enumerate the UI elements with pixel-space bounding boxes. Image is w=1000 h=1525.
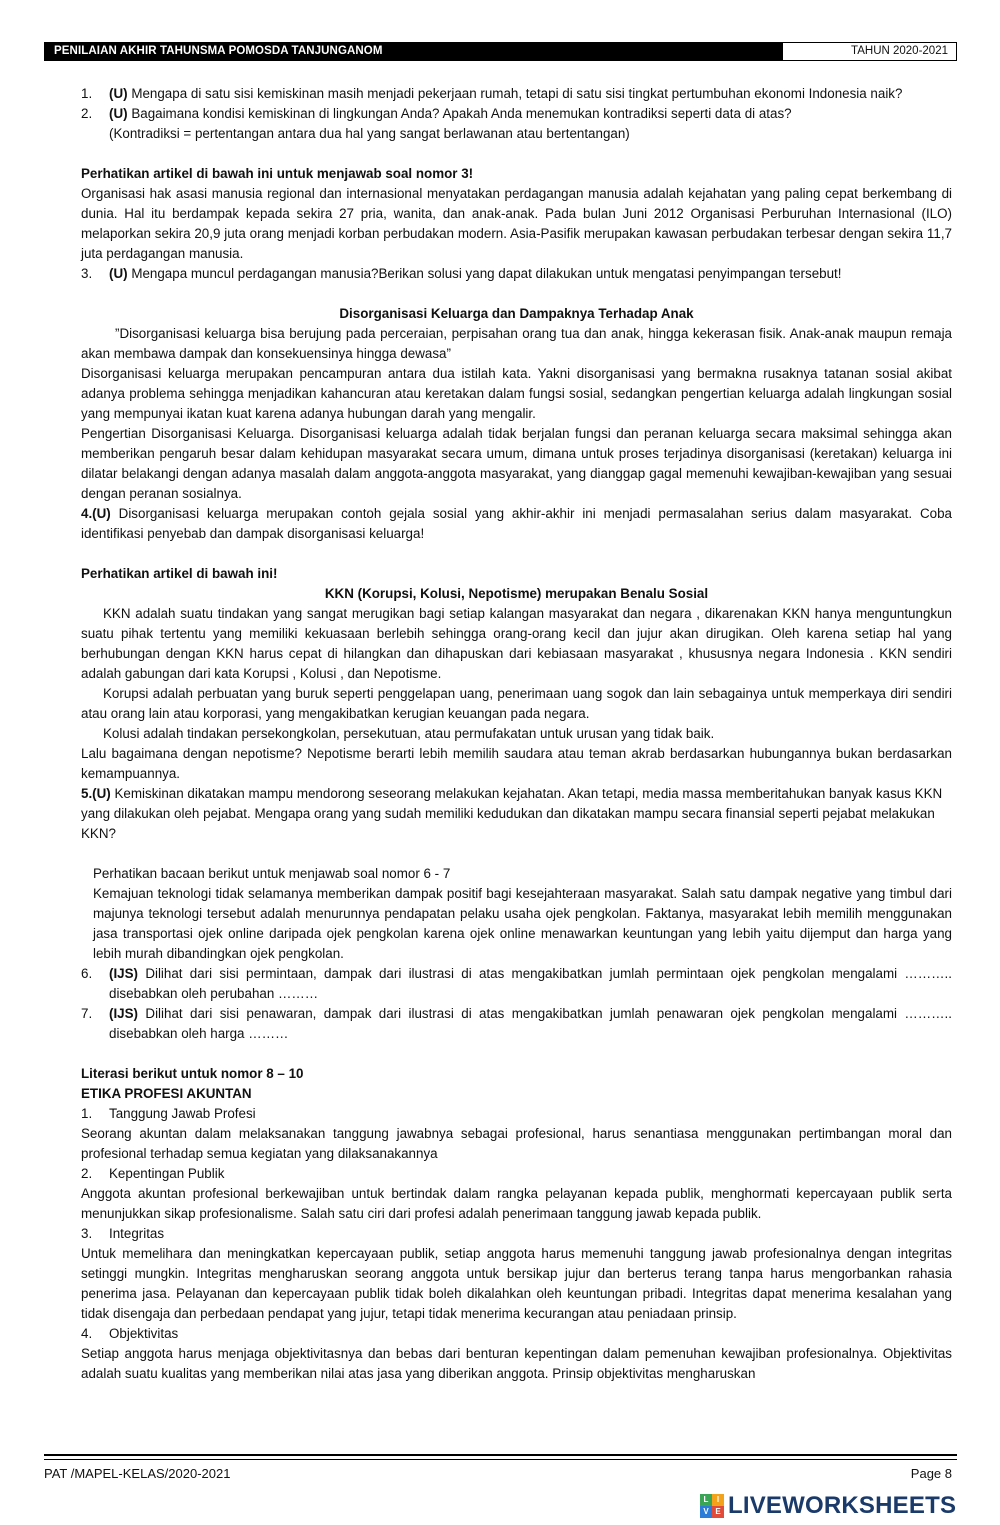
question-text: Mengapa di satu sisi kemiskinan masih menjadi pekerjaan rumah, tetapi di satu sisi tingkat pertumbuhan ekonomi Indonesia naik? [127,86,903,101]
article-paragraph: Organisasi hak asasi manusia regional dan internasional menyatakan perdagangan manusia adalah kejahatan yang paling cepat berkembang di dunia. Hal itu berdampak kepada sekira 27 pria, wanita, dan anak-anak. Pada bulan Juni 2012 Organisasi Perburuhan Internasional (ILO) melaporkan sekira 20,9 juta orang menjadi korban perbudakan modern. Asia-Pasifik merupakan kawasan perbudakan terbesar dengan sekira 11,7 juta perdagangan manusia. [81,186,952,261]
article-paragraph: Setiap anggota harus menjaga objektivitasnya dan bebas dari benturan kepentingan dalam pemenuhan kewajiban profesionalnya. Objektivitas adalah suatu kualitas yang memberikan nilai atas jasa yang diberikan anggota. Prinsip objektivitas mengharuskan [81,1346,952,1381]
logo-tile: E [712,1506,724,1518]
page-number: Page 8 [910,1466,952,1481]
document-body [81,84,952,1384]
question-number: 1. [81,86,93,101]
article-paragraph: Korupsi adalah perbuatan yang buruk seperti penggelapan uang, penerimaan uang sogok dan lain sebagainya untuk memperkaya diri sendiri atau orang lain atau korporasi, yang mengakibatkan kerugian keuangan pada negara. [81,686,952,721]
footer-rule [44,1454,957,1456]
article-paragraph: Kolusi adalah tindakan persekongkolan, persekutuan, atau permufakatan untuk urusan yang tidak baik. [103,726,715,741]
article-paragraph: Lalu bagaimana dengan nepotisme? Nepotisme berarti lebih memilih saudara atau teman akrab berdasarkan hubungannya bukan berdasarkan kemampuannya. [81,746,952,781]
header-year: TAHUN 2020-2021 [782,42,957,61]
question-6 [81,964,952,1004]
question-note: (Kontradiksi = pertentangan antara dua hal yang sangat berlawanan atau bertentangan) [109,126,630,141]
question-3 [81,264,952,284]
question-text: Bagaimana kondisi kemiskinan di lingkungan Anda? Apakah Anda menemukan kontradiksi seperti data di atas? [127,106,792,121]
section-heading: Literasi berikut untuk nomor 8 – 10 [81,1066,304,1081]
article-paragraph: Disorganisasi keluarga merupakan pencampuran antara dua istilah kata. Yakni disorganisasi yang bermakna rusaknya tatanan sosial akibat adanya problema sehingga menjadikan kahancuran atau keretakan dalam fungsi sosial, sedangkan pengertian keluarga adalah lingkungan sosial yang mempunyai ikatan kuat karena adanya hubungan darah yang mengalir. [81,366,952,421]
list-item: 2. Kepentingan Publik [81,1166,225,1181]
question-tag: (IJS) [109,1006,139,1021]
question-tag: (IJS) [109,966,139,981]
question-tag: (U) [109,106,128,121]
article-title: ETIKA PROFESI AKUNTAN [81,1086,252,1101]
question-5 [81,784,952,844]
question-label: 5.(U) [81,786,111,801]
article-paragraph: Anggota akuntan profesional berkewajiban untuk bertindak dalam rangka pelayanan kepada publik, menghormati kepercayaan publik serta menunjukkan sikap profesionalisme. Salah satu ciri dari profesi adalah penerimaan tanggung jawab kepada publik. [81,1186,952,1221]
question-text: Mengapa muncul perdagangan manusia?Berikan solusi yang dapat dilakukan untuk mengatasi penyimpangan tersebut! [127,266,842,281]
question-text: Disorganisasi keluarga merupakan contoh gejala sosial yang akhir-akhir ini menjadi permasalahan serius dalam masyarakat. Coba identifikasi penyebab dan dampak disorganisasi keluarga! [81,506,952,541]
page-header [44,42,957,61]
list-item: 3. Integritas [81,1226,165,1241]
liveworksheets-icon [700,1494,724,1518]
article-title: Disorganisasi Keluarga dan Dampaknya Terhadap Anak [339,306,694,321]
section-heading: Perhatikan bacaan berikut untuk menjawab soal nomor 6 - 7 [93,866,451,881]
list-item: 4. Objektivitas [81,1326,179,1341]
question-2 [81,104,952,144]
section-heading: Perhatikan artikel di bawah ini! [81,566,278,581]
question-text: Kemiskinan dikatakan mampu mendorong seseorang melakukan kejahatan. Akan tetapi, media massa memberitahukan banyak kasus KKN yang dilakukan oleh pejabat. Mengapa orang yang sudah memiliki kedudukan dan dikatakan mampu secara finansial seperti pejabat melakukan KKN? [81,786,943,841]
article-paragraph: KKN adalah suatu tindakan yang sangat merugikan bagi setiap kalangan masyarakat dan negara , dikarenakan KKN hanya menguntungkun suatu pihak tertentu yang memiliki kekuasaan berlebih sehingga orang-orang kecil dan jujur akan dirugikan. Oleh karena setiap hal yang berhubungan dengan KKN harus cepat di hilangkan dan dihapuskan dari kebiasaan masyarakat , khususnya negara Indonesia . KKN sendiri adalah gabungan dari kata Korupsi , Kolusi , dan Nepotisme. [81,606,952,681]
article-paragraph: Pengertian Disorganisasi Keluarga. Disorganisasi keluarga adalah tidak berjalan fungsi dan peranan keluarga secara maksimal sehingga akan memberikan pengaruh besar dalam kehidupan masyarakat secara umum, dimana untuk proses terjadinya disorganisasi (keretakan) keluarga ini dilatar belakangi dengan adanya masalah dalam anggota-anggota masyarakat, yang dianggap gagal memenuhi kewajiban-kewajiban yang sesuai dengan peranan sosialnya. [81,426,952,501]
article-quote: ”Disorganisasi keluarga bisa berujung pada perceraian, perpisahan orang tua dan anak, hingga kekerasan fisik. Anak-anak maupun remaja akan membawa dampak dan konsekuensinya hingga dewasa” [81,326,952,361]
question-number: 7. [81,1006,93,1021]
question-7 [81,1004,952,1044]
section-heading: Perhatikan artikel di bawah ini untuk menjawab soal nomor 3! [81,166,474,181]
question-4 [81,504,952,544]
footer-rule-thin [44,1459,957,1460]
question-number: 2. [81,106,93,121]
question-tag: (U) [109,86,128,101]
question-label: 4.(U) [81,506,111,521]
logo-tile: L [700,1494,712,1506]
article-paragraph: Kemajuan teknologi tidak selamanya memberikan dampak positif bagi kesejahteraan masyarakat. Salah satu dampak negative yang timbul dari majunya teknologi tersebut adalah menurunnya pendapatan pelaku usaha ojek pengkolan. Faktanya, masyarakat lebih memilih menggunakan jasa transportasi ojek online daripada ojek pengkolan karena ojek online menawarkan keuntungan yang lebih yaitu dijemput dan harga yang lebih murah dibandingkan ojek pengkolan. [93,886,952,961]
question-number: 3. [81,266,93,281]
article-paragraph: Untuk memelihara dan meningkatkan kepercayaan publik, setiap anggota harus memenuhi tanggung jawab profesionalnya dengan integritas setinggi mungkin. Integritas mengharuskan seorang anggota untuk bersikap jujur dan berterus terang tanpa harus mengorbankan rahasia penerima jasa. Pelayanan dan kepercayaan publik tidak boleh dikalahkan oleh keuntungan pribadi. Integritas dapat menerima kesalahan yang tidak disengaja dan perbedaan pendapat yang jujur, tetapi tidak menerima kecurangan atau peniadaan prinsip. [81,1246,952,1321]
logo-tile: I [712,1494,724,1506]
liveworksheets-logo[interactable] [700,1490,956,1522]
article-title: KKN (Korupsi, Kolusi, Nepotisme) merupakan Benalu Sosial [324,586,709,601]
list-item: 1. Tanggung Jawab Profesi [81,1106,256,1121]
header-title: PENILAIAN AKHIR TAHUNSMA POMOSDA TANJUNGANOM [44,42,782,61]
liveworksheets-wordmark: LIVEWORKSHEETS [728,1492,957,1519]
logo-tile: V [700,1506,712,1518]
question-1 [81,84,952,104]
question-tag: (U) [109,266,128,281]
footer-code: PAT /MAPEL-KELAS/2020-2021 [44,1466,231,1481]
question-number: 6. [81,966,93,981]
question-text: Dilihat dari sisi permintaan, dampak dari ilustrasi di atas mengakibatkan jumlah permintaan ojek pengkolan mengalami ……….. disebabkan oleh perubahan ……… [109,966,952,1001]
article-paragraph: Seorang akuntan dalam melaksanakan tanggung jawabnya sebagai profesional, harus senantiasa menggunakan pertimbangan moral dan profesional terhadap semua kegiatan yang dilaksanakannya [81,1126,952,1161]
question-text: Dilihat dari sisi penawaran, dampak dari ilustrasi di atas mengakibatkan jumlah penawaran ojek pengkolan mengalami ……….. disebabkan oleh harga ……… [109,1006,952,1041]
